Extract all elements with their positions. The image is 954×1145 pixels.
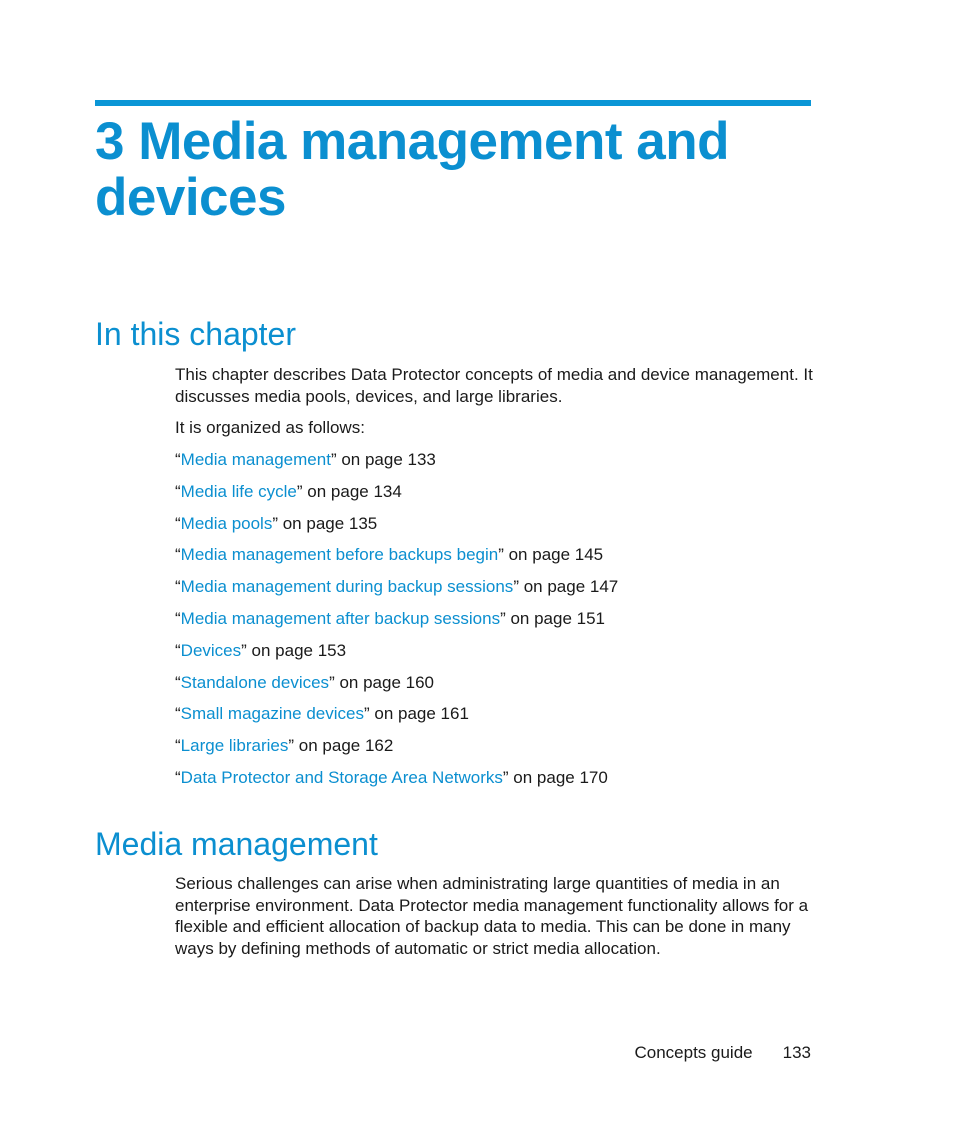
list-item: “Large libraries” on page 162: [175, 736, 394, 756]
list-item: “Media management before backups begin” on page 145: [175, 545, 604, 565]
toc-link-media-pools[interactable]: Media pools: [180, 513, 273, 533]
chapter-contents-list: [175, 449, 618, 799]
toc-link-media-life-cycle[interactable]: Media life cycle: [180, 481, 297, 501]
toc-link-large-libraries[interactable]: Large libraries: [180, 736, 289, 756]
toc-link-small-magazine-devices[interactable]: Small magazine devices: [180, 704, 364, 724]
list-item: “Media management during backup sessions” on page 147: [175, 577, 619, 597]
organized-as-follows-text: It is organized as follows:: [175, 418, 365, 437]
toc-page-ref: ” on page 145: [498, 545, 604, 565]
toc-link-after-backup[interactable]: Media management after backup sessions: [180, 608, 501, 628]
page-number: 133: [782, 1043, 811, 1062]
chapter-rule: [95, 100, 811, 106]
chapter-intro-paragraph: This chapter describes Data Protector concepts of media and device management. It discusses media pools, devices, and large libraries.: [175, 365, 813, 406]
toc-page-ref: ” on page 135: [272, 513, 378, 533]
toc-page-ref: ” on page 153: [241, 640, 347, 660]
list-item: “Media life cycle” on page 134: [175, 481, 402, 501]
toc-link-standalone-devices[interactable]: Standalone devices: [180, 672, 330, 692]
toc-page-ref: ” on page 151: [500, 608, 605, 628]
toc-page-ref: ” on page 161: [363, 704, 469, 724]
media-management-heading: Media management: [95, 826, 378, 862]
media-management-paragraph: Serious challenges can arise when administrating large quantities of media in an enterprise environment. Data Protector media management functionality allows for a flexible and efficient allocation of backup data to media. This can be done in many ways by defining methods of automatic or strict media allocation.: [175, 874, 809, 958]
toc-link-media-management[interactable]: Media management: [180, 450, 331, 469]
toc-page-ref: ” on page 147: [513, 577, 619, 597]
toc-link-before-backups[interactable]: Media management before backups begin: [180, 545, 499, 565]
list-item: “Data Protector and Storage Area Networks” on page 170: [175, 767, 608, 787]
toc-page-ref: ” on page 133: [330, 450, 436, 469]
footer-guide-title: Concepts guide: [634, 1043, 753, 1062]
toc-link-devices[interactable]: Devices: [180, 640, 242, 660]
list-item: “Standalone devices” on page 160: [175, 672, 434, 692]
list-item: “Media management after backup sessions” on page 151: [175, 608, 605, 628]
list-item: “Small magazine devices” on page 161: [175, 704, 469, 724]
toc-link-during-backup[interactable]: Media management during backup sessions: [180, 577, 514, 597]
page-footer: [634, 1042, 811, 1063]
chapter-title: 3 Media management and devices: [95, 112, 730, 227]
list-item: “Media management” on page 133: [175, 450, 436, 469]
list-item: “Media pools” on page 135: [175, 513, 378, 533]
toc-page-ref: ” on page 162: [288, 736, 394, 756]
toc-page-ref: ” on page 134: [296, 481, 402, 501]
in-this-chapter-heading: In this chapter: [95, 316, 296, 352]
toc-link-storage-area-networks[interactable]: Data Protector and Storage Area Networks: [180, 767, 503, 787]
list-item: “Devices” on page 153: [175, 640, 347, 660]
toc-page-ref: ” on page 160: [329, 672, 434, 692]
toc-page-ref: ” on page 170: [502, 767, 608, 787]
